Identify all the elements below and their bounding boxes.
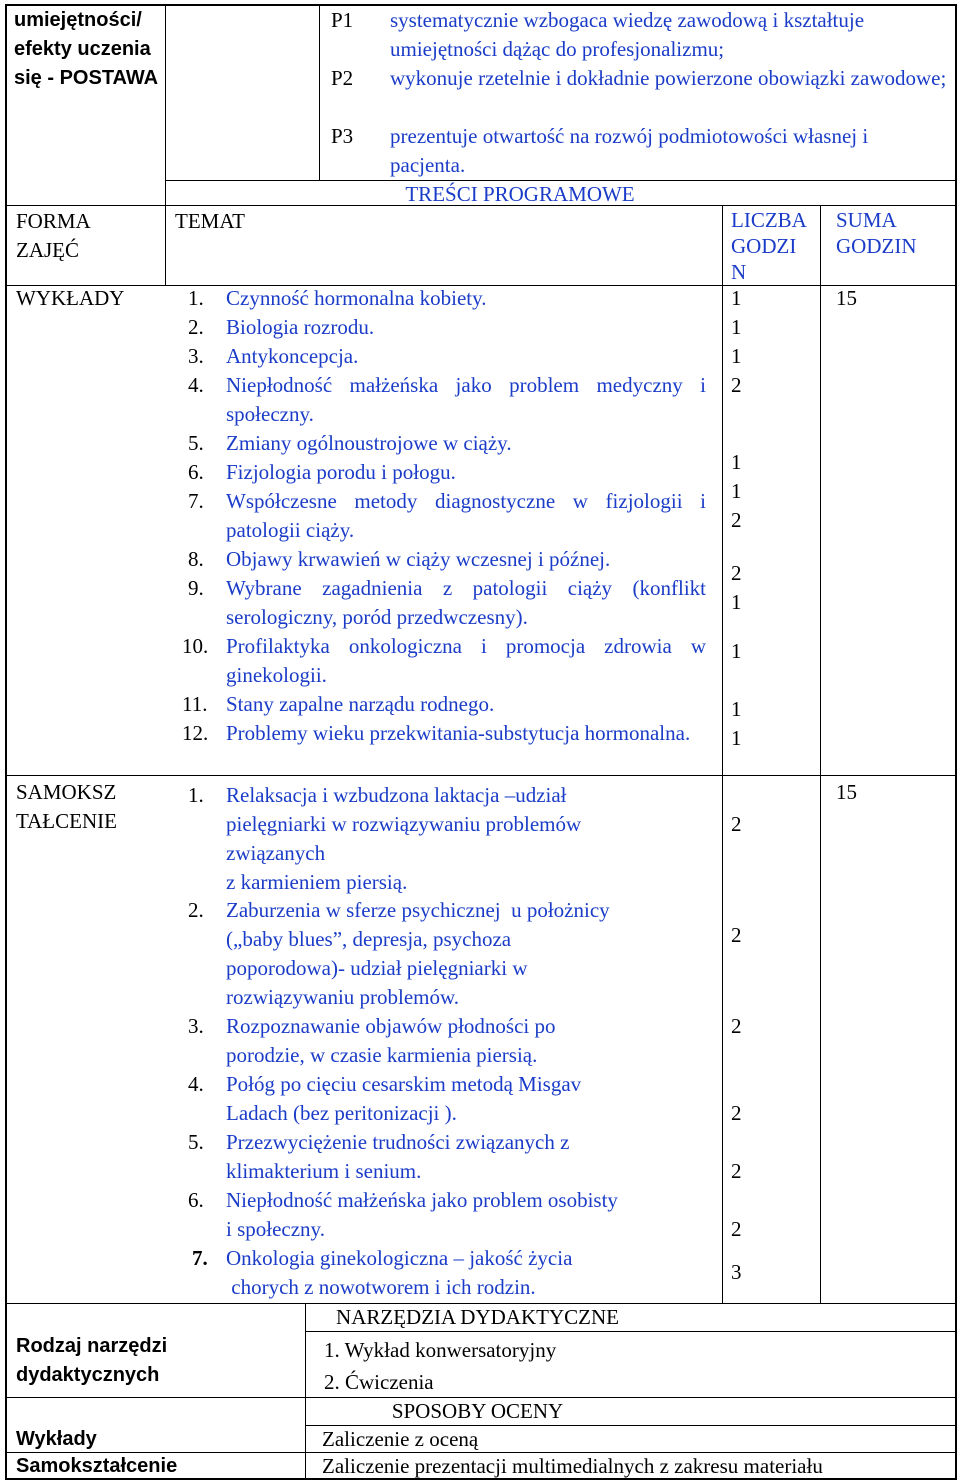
topic-hours: 1	[731, 479, 742, 503]
narzedzia-item: 1. Wykład konwersatoryjny	[324, 1338, 557, 1362]
topic-text: Niepłodność małżeńska jako problem medyczny i społeczny.	[226, 373, 706, 426]
table-border-right	[955, 4, 957, 1480]
temat-header: TEMAT	[175, 209, 245, 233]
topic-text: Współczesne metody diagnostyczne w fizjologii i patologii ciąży.	[226, 489, 706, 542]
sposoby-label: Wykłady	[16, 1428, 97, 1450]
topic-number: 7.	[188, 489, 204, 513]
samo-label: SAMOKSZ TAŁCENIE	[16, 780, 117, 833]
topic-text-line: i społeczny.	[226, 1217, 325, 1241]
topic-hours: 2	[731, 1159, 742, 1183]
topic-text: Fizjologia porodu i połogu.	[226, 460, 456, 484]
topic-text: Zmiany ogólnoustrojowe w ciąży.	[226, 431, 512, 455]
outcome-code: P2	[331, 66, 354, 90]
forma-header: FORMA ZAJĘĆ	[16, 209, 90, 262]
topic-number: 6.	[188, 460, 204, 484]
grid-line	[722, 205, 723, 1303]
postawa-label: umiejętności/ efekty uczenia się - POSTAWA	[14, 9, 159, 89]
samo-suma: 15	[836, 780, 857, 804]
topic-number: 7.	[192, 1246, 208, 1270]
outcome-code: P3	[331, 124, 354, 148]
grid-line	[5, 775, 957, 776]
topic-number: 3.	[188, 344, 204, 368]
topic-hours: 1	[731, 344, 742, 368]
grid-line	[820, 205, 821, 1303]
topic-hours: 1	[731, 450, 742, 474]
narzedzia-item: 2. Ćwiczenia	[324, 1370, 434, 1394]
topic-hours: 2	[731, 812, 742, 836]
outcome-text: systematycznie wzbogaca wiedzę zawodową i kształtuje umiejętności dążąc do profesjonalizmu;	[390, 8, 865, 61]
topic-text-line: Przezwyciężenie trudności związanych z	[226, 1130, 570, 1154]
topic-number: 3.	[188, 1014, 204, 1038]
topic-text-line: klimakterium i senium.	[226, 1159, 422, 1183]
topic-text-line: chorych z nowotworem i ich rodzin.	[226, 1275, 536, 1299]
topic-hours: 2	[731, 1217, 742, 1241]
topic-text-line: Onkologia ginekologiczna – jakość życia	[226, 1246, 573, 1270]
grid-line	[165, 205, 166, 285]
sposoby-label: Samokształcenie	[16, 1455, 178, 1477]
suma-header: SUMA GODZIN	[836, 208, 917, 258]
topic-hours: 1	[731, 590, 742, 614]
topic-text-line: Połóg po cięciu cesarskim metodą Misgav	[226, 1072, 582, 1096]
grid-line	[165, 4, 166, 205]
topic-hours: 2	[731, 508, 742, 532]
topic-text-line: Zaburzenia w sferze psychicznej u położnicy	[226, 898, 610, 922]
topic-text: Objawy krwawień w ciąży wczesnej i późnej.	[226, 547, 611, 571]
sposoby-value: Zaliczenie prezentacji multimedialnych z zakresu materiału	[322, 1454, 823, 1478]
topic-number: 1.	[188, 286, 204, 310]
grid-line	[319, 4, 320, 181]
topic-text: Czynność hormonalna kobiety.	[226, 286, 487, 310]
sposoby-value: Zaliczenie z oceną	[322, 1427, 479, 1451]
narzedzia-label: Rodzaj narzędzi dydaktycznych	[16, 1335, 168, 1386]
outcome-code: P1	[331, 8, 354, 32]
topic-hours: 3	[731, 1260, 742, 1284]
outcome-text: prezentuje otwartość na rozwój podmiotowości własnej i pacjenta.	[390, 124, 869, 177]
topic-text-line: („baby blues”, depresja, psychoza	[226, 927, 512, 951]
topic-number: 8.	[188, 547, 204, 571]
topic-text-line: pielęgniarki w rozwiązywaniu problemów	[226, 812, 582, 836]
topic-hours: 1	[731, 639, 742, 663]
topic-hours: 2	[731, 373, 742, 397]
topic-text: Biologia rozrodu.	[226, 315, 375, 339]
narzedzia-header: NARZĘDZIA DYDAKTYCZNE	[336, 1305, 619, 1329]
topic-text: Profilaktyka onkologiczna i promocja zdrowia w ginekologii.	[226, 634, 706, 687]
topic-number: 9.	[188, 576, 204, 600]
topic-text: Wybrane zagadnienia z patologii ciąży (konflikt serologiczny, poród przedwczesny).	[226, 576, 706, 629]
topic-hours: 2	[731, 1101, 742, 1125]
topic-text-line: Ladach (bez peritonizacji ).	[226, 1101, 457, 1125]
wyklady-suma: 15	[836, 286, 857, 310]
liczba-header: LICZBA GODZI N	[731, 208, 806, 284]
topic-number: 12.	[182, 721, 209, 745]
topic-text-line: porodzie, w czasie karmienia piersią.	[226, 1043, 538, 1067]
topic-number: 6.	[188, 1188, 204, 1212]
topic-hours: 2	[731, 561, 742, 585]
topic-text: Problemy wieku przekwitania-substytucja hormonalna.	[226, 721, 691, 745]
topic-number: 2.	[188, 898, 204, 922]
wyklady-label: WYKŁADY	[16, 286, 125, 310]
sposoby-header: SPOSOBY OCENY	[391, 1399, 564, 1423]
table-border-left	[5, 4, 7, 1480]
topic-number: 11.	[182, 692, 208, 716]
topic-hours: 2	[731, 1014, 742, 1038]
tresci-header: TREŚCI PROGRAMOWE	[405, 182, 635, 206]
topic-text: Stany zapalne narządu rodnego.	[226, 692, 495, 716]
topic-hours: 1	[731, 286, 742, 310]
topic-number: 5.	[188, 431, 204, 455]
topic-number: 1.	[188, 783, 204, 807]
topic-number: 4.	[188, 1072, 204, 1096]
outcome-text: wykonuje rzetelnie i dokładnie powierzone obowiązki zawodowe;	[390, 66, 947, 90]
topic-text-line: z karmieniem piersią.	[226, 870, 408, 894]
topic-hours: 1	[731, 697, 742, 721]
topic-number: 5.	[188, 1130, 204, 1154]
topic-text: Antykoncepcja.	[226, 344, 359, 368]
topic-text-line: poporodowa)- udział pielęgniarki w	[226, 956, 528, 980]
topic-hours: 1	[731, 726, 742, 750]
topic-text-line: rozwiązywaniu problemów.	[226, 985, 460, 1009]
topic-text-line: Niepłodność małżeńska jako problem osobisty	[226, 1188, 618, 1212]
topic-number: 4.	[188, 373, 204, 397]
topic-hours: 1	[731, 315, 742, 339]
topic-hours: 2	[731, 923, 742, 947]
topic-text-line: związanych	[226, 841, 326, 865]
topic-text-line: Relaksacja i wzbudzona laktacja –udział	[226, 783, 567, 807]
topic-number: 10.	[182, 634, 209, 658]
topic-text-line: Rozpoznawanie objawów płodności po	[226, 1014, 556, 1038]
topic-number: 2.	[188, 315, 204, 339]
